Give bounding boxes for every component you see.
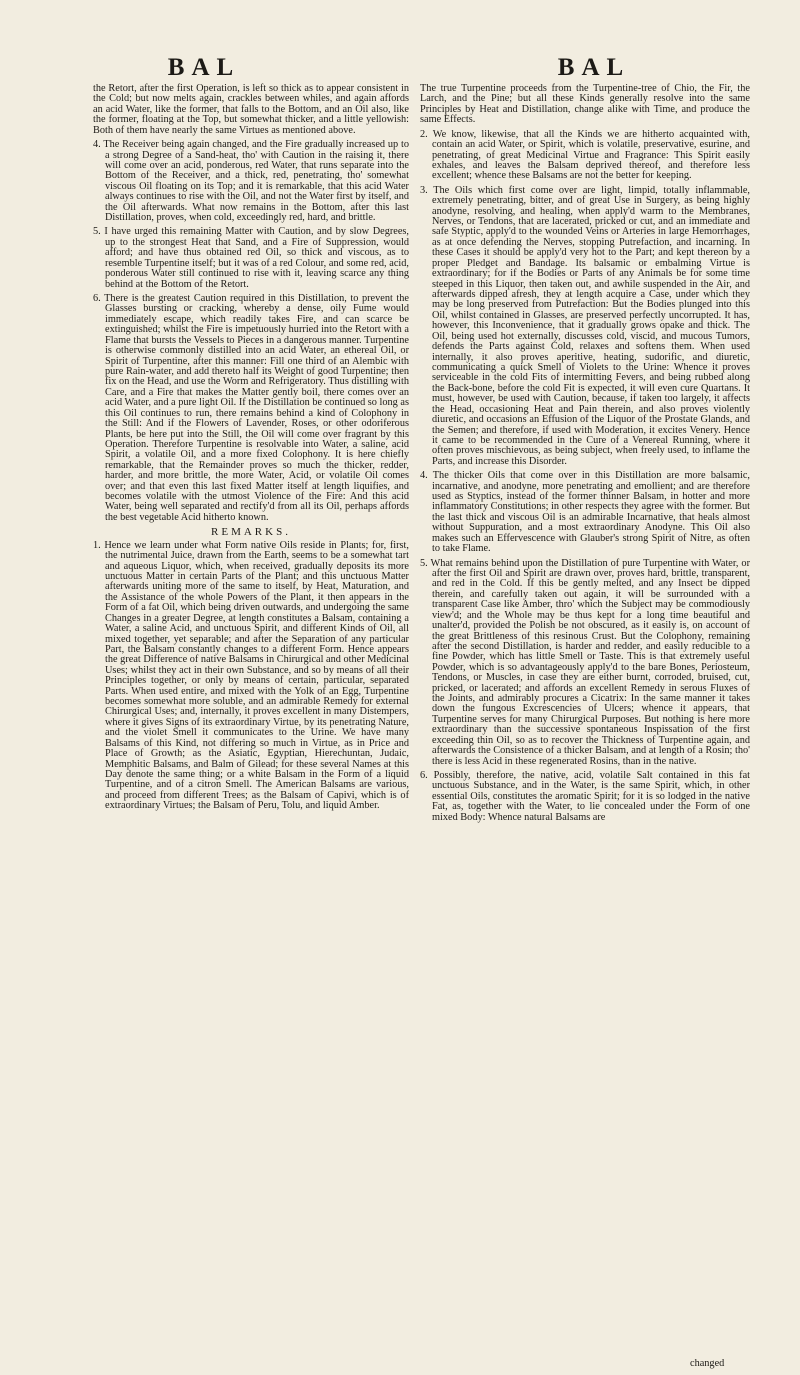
- numbered-paragraph: 6. There is the greatest Caution required in this Distillation, to prevent the Glasses bursting or cracking, whereby a dense, oily Fume would immediately escape, which readily takes Fire, and can scarce be extinguished; whilst the Fire is impetuously hurried into the Retort with a Flame that bursts the Vessels to Pieces in a dangerous manner. Turpentine is otherwise commonly distilled into an acid Water, an ethereal Oil, or Spirit of Turpentine, after this manner: Fill one third of an Alembic with pure Rain-water, and add thereto half its Weight of good Turpentine; then fix on the Head, and use the Worm and Refrigeratory. Thus distilling with Care, and a Fire that makes the Matter gently boil, there comes over an acid Water, and a pure light Oil. If the Distillation be continued so long as this Oil continues to run, there remains behind a kind of Colophony in the Still: And if the Flowers of Lavender, Roses, or other odoriferous Plants, be here put into the Still, the Oil will come over fragrant by this Operation. Therefore Turpentine is resolvable into Water, a saline, acid Spirit, a volatile Oil, and a more fixed Colophony. It is here chiefly remarkable, that the Remainder proves so much the thicker, redder, harder, and more brittle, the more Water, Acid, or volatile Oil comes over; and that even this last fixed Matter itself at length liquifies, and becomes volatile with the utmost Violence of the Fire: And this acid Water, being well separated and rectify'd from all its Oil, perhaps affords the best vegetable Acid hitherto known.: [93, 293, 409, 523]
- right-column: [420, 84, 750, 827]
- paragraph-continuation: The true Turpentine proceeds from the Turpentine-tree of Chio, the Fir, the Larch, and the Pine; but all these Kinds generally resolve into the same Principles by Heat and Distillation, change alike with Time, and produce the same Effects.: [420, 83, 750, 126]
- catchword: changed: [690, 1358, 725, 1369]
- numbered-paragraph: 3. The Oils which first come over are light, limpid, totally inflammable, extremely penetrating, bitter, and of great Use in Surgery, as being highly anodyne, resolving, and healing, when apply'd warm to the Membranes, Nerves, or Tendons, that are lacerated, pricked or cut, and an immediate and safe Styptic, apply'd to the wounded Veins or Arteries in large Hemorrhages, as at once defending the Nerves, stopping Putrefaction, and incarning. In these Cases it should be apply'd very hot to the Part; and kept thereon by a proper Pledget and Bandage. Its balsamic or embalming Virtue is extraordinary; for if the Bodies or Parts of any Animals be for some time steeped in this Liquor, then taken out, and awhile suspended in the Air, and afterwards dipped afresh, they at length acquire a Case, under which they may be long preserved from Putrefaction: But the Bodies plunged into this Oil, whilst contained in Glasses, are preserved perfectly uncorrupted. It has, however, this Inconvenience, that it gradually grows opake and thick. The Oil, being used hot externally, discusses cold, viscid, and mucous Tumors, defends the Parts against Cold, relaxes and softens them. When used internally, it also proves aperitive, heating, sudorific, and diuretic, communicating a quick Smell of Violets to the Urine: Whence it proves serviceable in the cold Fits of intermitting Fevers, and being rubbed along the Back-bone, before the cold Fit is expected, it will even cure Quartans. It must, however, be used with Caution, because, if taken too largely, it affects the Head, occasioning Heat and Pain therein, and also proves violently diuretic, and occasions an Effusion of the Liquor of the Prostate Glands, and the Semen; and therefore, if used with Moderation, it excites Venery. Hence it came to be recommended in the Cure of a Venereal Running, where it often proves mischievous, as being subject, when freely used, to inflame the Parts, and increase this Disorder.: [420, 184, 750, 467]
- numbered-paragraph: 4. The thicker Oils that come over in this Distillation are more balsamic, incarnative, and anodyne, more penetrating and emollient; and are therefore used as Styptics, instead of the former thinner Balsam, in hotter and more inflammatory Constitutions; in other respects they agree with the former. But the last thick and viscous Oil is an admirable Incarnative, that heals almost without Suppuration, and a most extraordinary Anodyne. This Oil also makes such an Effervescence with Glauber's strong Spirit of Nitre, as often to take Flame.: [420, 470, 751, 555]
- running-head-right: BAL: [557, 54, 631, 81]
- numbered-paragraph: 4. The Receiver being again changed, and the Fire gradually increased up to a strong Degree of a Sand-heat, tho' with Caution in the raising it, there will come over an acid, ponderous, red Water, that runs separate into the Bottom of the Receiver, and a thick, red, penetrating, tho' somewhat viscous Oil floating on its Top; and it is remarkable, that this acid Water always continues to rise with the Oil, and not the Water first by itself, and the Oil afterwards. What now remains in the Bottom, after this last Distillation, proves, when cold, exceedingly red, hard, and brittle.: [93, 139, 409, 224]
- running-head-left: BAL: [167, 54, 241, 81]
- paragraph-continuation: the Retort, after the first Operation, is left so thick as to appear consistent in the Cold; but now melts again, crackles between whiles, and again affords an acid Water, like the former, that falls to the Bottom, and an Oil also, like the former, floating at the Top, but somewhat thicker, and a little yellowish: Both of them have nearly the same Virtues as mentioned above.: [93, 83, 409, 136]
- numbered-paragraph: 5. I have urged this remaining Matter with Caution, and by slow Degrees, up to the strongest Heat that Sand, and a Fire of Suppression, would afford; and have thus obtained red Oil, so thick and viscous, as to resemble Turpentine itself; but it was of a red Colour, and some red, acid, ponderous Water still continued to rise with it, leaving scarce any thing behind at the Bottom of the Retort.: [93, 226, 409, 290]
- left-column: [93, 84, 409, 816]
- numbered-paragraph: 1. Hence we learn under what Form native Oils reside in Plants; for, first, the nutrimental Juice, drawn from the Earth, seems to be a somewhat tart and aqueous Liquor, which, when received, gradually deposits its more unctuous Matter in certain Parts of the Plant; and this unctuous Matter afterwards uniting more of the same to itself, by Heat, Maturation, and the Assistance of the whole Powers of the Plant, it then appears in the Form of a fat Oil, which being driven outwards, and undergoing the same Changes in a greater Degree, at length constitutes a Balsam, containing a Water, a saline Acid, and unctuous Spirit, and different Kinds of Oil, all mixed together, yet separable; and after the Separation of any particular Part, the Balsam constantly changes to a different Form. Hence appears the great Difference of native Balsams in Chirurgical and other Medicinal Uses; whilst they act in their own Substance, and so by means of all their Principles together, or only by means of certain, particular, separated Parts. When used entire, and mixed with the Yolk of an Egg, Turpentine becomes somewhat more soluble, and an admirable Remedy for external Chirurgical Uses; and, internally, it proves excellent in many Distempers, where it gives Signs of its extraordinary Virtue, by its penetrating Nature, and the violet Smell it communicates to the Urine. We have many Balsams of this Kind, not differing so much in Virtue, as in Price and Place of Growth; as the Asiatic, Egyptian, Hierechuntan, Judaic, Memphitic Balsams, and Balm of Gilead; for these several Names at this Day denote the same thing; or a white Balsam in the Form of a liquid Turpentine, and of a citron Smell. The American Balsams are various, and proceed from different Trees; as the Balsam of Capivi, which is of extraordinary Virtues; the Balsam of Peru, Tolu, and liquid Amber.: [93, 539, 409, 812]
- numbered-paragraph: 2. We know, likewise, that all the Kinds we are hitherto acquainted with, contain an acid Water, or Spirit, which is volatile, preservative, esurine, and penetrating, of great Medicinal Virtue and Fragrance: This Spirit easily exhales, and leaves the Balsam deprived thereof, and therefore less excellent; whence these Balsams are not the better for keeping.: [420, 128, 751, 182]
- remarks-heading: REMARKS.: [211, 526, 291, 539]
- numbered-paragraph: 6. Possibly, therefore, the native, acid, volatile Salt contained in this fat unctuous Substance, and in the Water, is the same Spirit, which, in other essential Oils, constitutes the aromatic Spirit; for it is so lodged in the native Fat, as, together with the Water, to lie concealed under the Form of one mixed Body: Whence natural Balsams are: [420, 770, 751, 823]
- numbered-paragraph: 5. What remains behind upon the Distillation of pure Turpentine with Water, or after the first Oil and Spirit are drawn over, proves hard, brittle, transparent, and red in the Cold. If this be gently melted, and any Insect be dipped therein, and carefully taken out again, it will be surrounded with a transparent Case like Amber, thro' which the Subject may be commodiously view'd; and the Whole may be thus kept for a long time beautiful and unalter'd, provided the Polish be not obscured, as it easily is, on account of the great Brittleness of this resinous Crust. But the Colophony, remaining after the second Distillation, is harder and redder, and easily reducible to a fine Powder, which has little Smell or Taste. This is that extremely useful Powder, which is so advantageously apply'd to the bare Bones, Periosteum, Tendons, or Muscles, in case they are either burnt, corroded, bruised, cut, pricked, or lacerated; and affords an excellent Remedy in serous Fluxes of the Joints, and admirably procures a Cicatrix: In the same manner it takes down the fungous Excrescencies of Ulcers; whence it appears, that Turpentine serves for many Chirurgical Purposes. But nothing is here more extraordinary than the successive spontaneous Inspissation of the first exceeding thin Oil, so as to recover the Thickness of Turpentine again, and afterwards the Consistence of a thicker Balsam, and at length of a Rosin; tho' there is less Acid in these regenerated Rosins, than in the native.: [420, 557, 750, 767]
